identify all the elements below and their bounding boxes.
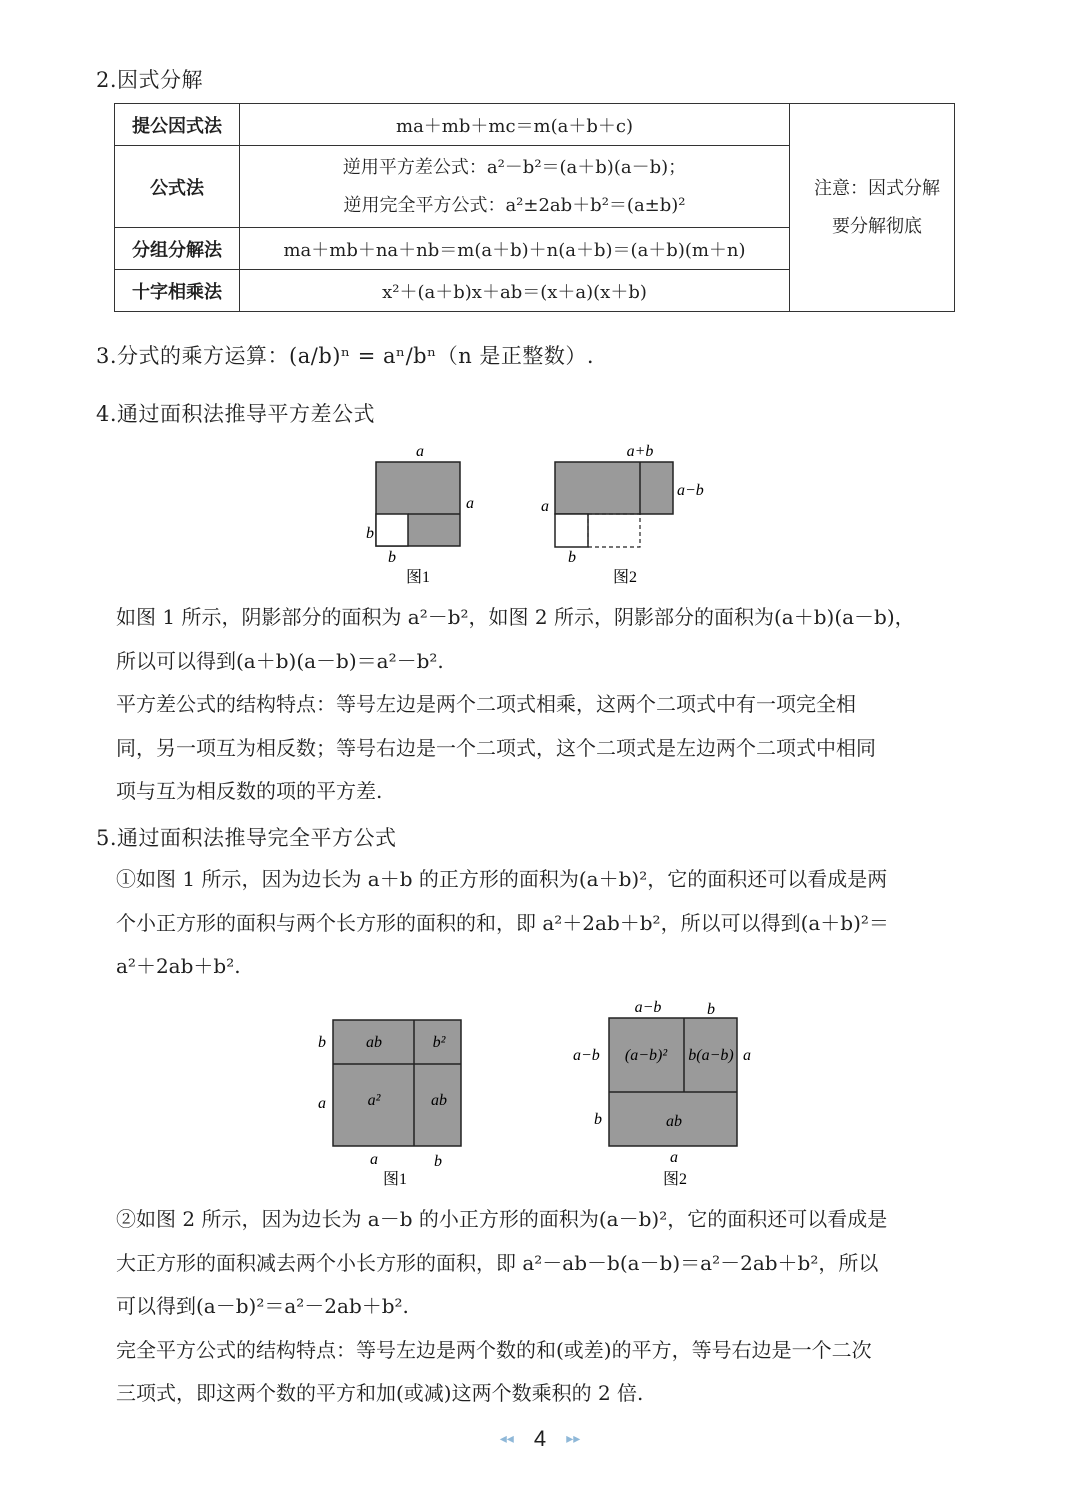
section-5-title: 5.通过面积法推导完全平方公式 xyxy=(96,826,397,850)
text-line: 大正方形的面积减去两个小长方形的面积，即 a²－ab－b(a－b)＝a²－2ab＋b²，所以 xyxy=(116,1250,879,1275)
section-5-paragraph-2 xyxy=(116,1198,956,1416)
row-formula: ma＋mb＋na＋nb＝m(a＋b)＋n(a＋b)＝(a＋b)(m＋n) xyxy=(240,228,790,270)
row-formula xyxy=(240,146,790,228)
fig1-label-right: a xyxy=(466,495,474,512)
f2-left-b: b xyxy=(594,1111,602,1128)
text-line: 项与互为相反数的项的平方差. xyxy=(116,779,383,803)
fig2-label-top: a+b xyxy=(626,443,654,460)
left-arrows-icon: ◂◂ xyxy=(499,1430,514,1446)
row-formula: x²＋(a＋b)x＋ab＝(x＋a)(x＋b) xyxy=(240,270,790,312)
difference-of-squares-figures xyxy=(340,438,740,588)
row-formula: ma＋mb＋mc＝m(a＋b＋c) xyxy=(240,104,790,146)
page-number: 4 xyxy=(533,1426,547,1451)
fig2-caption: 图2 xyxy=(612,569,638,586)
section-3-text: 3.分式的乘方运算：(a/b)ⁿ = aⁿ/bⁿ（n 是正整数）. xyxy=(96,344,595,368)
f2-bottom-a: a xyxy=(670,1149,678,1166)
fig1-label-left: b xyxy=(366,525,374,542)
factorization-table xyxy=(114,103,955,312)
text-line: 完全平方公式的结构特点：等号左边是两个数的和(或差)的平方，等号右边是一个二次 xyxy=(116,1337,872,1362)
section-5-paragraph-1 xyxy=(116,858,956,989)
row-label: 公式法 xyxy=(115,146,240,228)
fig2-dashed-rect xyxy=(588,514,640,547)
fig1-label-bottom: b xyxy=(388,549,396,566)
f2-top-b: b xyxy=(707,1001,715,1018)
f2-top-amb: a−b xyxy=(634,999,662,1016)
fig2-label-right: a−b xyxy=(677,482,704,499)
f2-cell-1: (a−b)² xyxy=(624,1047,668,1064)
f1-left-b: b xyxy=(318,1034,326,1051)
table-row xyxy=(115,104,955,146)
formula-line: 逆用完全平方公式：a²±2ab＋b²＝(a±b)² xyxy=(343,194,686,216)
note-line: 注意：因式分解 xyxy=(814,177,940,199)
f1-left-a: a xyxy=(318,1095,326,1112)
text-line: a²＋2ab＋b². xyxy=(116,954,241,978)
page-footer xyxy=(0,1426,1080,1452)
fig2-small-square xyxy=(555,514,588,547)
right-arrows-icon: ▸▸ xyxy=(566,1430,581,1446)
row-label: 提公因式法 xyxy=(115,104,240,146)
row-label: 十字相乘法 xyxy=(115,270,240,312)
fig1-label-top: a xyxy=(416,443,424,460)
f2-cell-2: b(a−b) xyxy=(688,1047,734,1064)
f1-ab-top: ab xyxy=(366,1034,382,1051)
f1-b-squared: b² xyxy=(432,1034,446,1051)
text-line: ②如图 2 所示，因为边长为 a－b 的小正方形的面积为(a－b)²，它的面积还可以看成是 xyxy=(116,1207,888,1231)
f2-cell-3: ab xyxy=(666,1113,682,1130)
formula-line: 逆用平方差公式：a²－b²＝(a＋b)(a－b)； xyxy=(342,156,687,178)
fig1-small-square xyxy=(376,514,408,546)
f2-right-a: a xyxy=(743,1047,751,1064)
f2-left-amb: a−b xyxy=(573,1047,600,1064)
text-line: 三项式，即这两个数的平方和加(或减)这两个数乘积的 2 倍. xyxy=(116,1381,644,1405)
note-cell xyxy=(790,104,955,312)
f5-fig2-caption: 图2 xyxy=(662,1171,688,1188)
fig2-rectangle xyxy=(555,462,673,514)
f1-ab-right: ab xyxy=(431,1092,447,1109)
f5-fig1-caption: 图1 xyxy=(382,1171,408,1188)
text-line: 平方差公式的结构特点：等号左边是两个二项式相乘，这两个二项式中有一项完全相 xyxy=(116,692,856,716)
fig2-label-left: a xyxy=(541,498,549,515)
row-label: 分组分解法 xyxy=(115,228,240,270)
text-line: 可以得到(a－b)²＝a²－2ab＋b². xyxy=(116,1294,409,1318)
text-line: 个小正方形的面积与两个长方形的面积的和，即 a²＋2ab＋b²，所以可以得到(a＋b)²＝ xyxy=(116,910,889,935)
f1-bottom-a: a xyxy=(370,1151,378,1168)
perfect-square-figures xyxy=(300,990,780,1190)
text-line: 同，另一项互为相反数；等号右边是一个二项式，这个二项式是左边两个二项式中相同 xyxy=(116,735,876,760)
section-4-paragraph xyxy=(116,596,956,814)
fig1-caption: 图1 xyxy=(405,569,431,586)
fig2-label-bottom: b xyxy=(568,549,576,566)
text-line: 如图 1 所示，阴影部分的面积为 a²－b²，如图 2 所示，阴影部分的面积为(a＋b)(a－b)， xyxy=(116,605,915,629)
section-4-title: 4.通过面积法推导平方差公式 xyxy=(96,402,376,426)
section-2-title: 2.因式分解 xyxy=(96,68,204,92)
note-line: 要分解彻底 xyxy=(832,215,922,237)
f1-bottom-b: b xyxy=(434,1153,442,1170)
text-line: 所以可以得到(a＋b)(a－b)＝a²－b². xyxy=(116,648,444,673)
f1-a-squared: a² xyxy=(367,1092,381,1109)
text-line: ①如图 1 所示，因为边长为 a＋b 的正方形的面积为(a＋b)²，它的面积还可以看成是两 xyxy=(116,867,888,891)
